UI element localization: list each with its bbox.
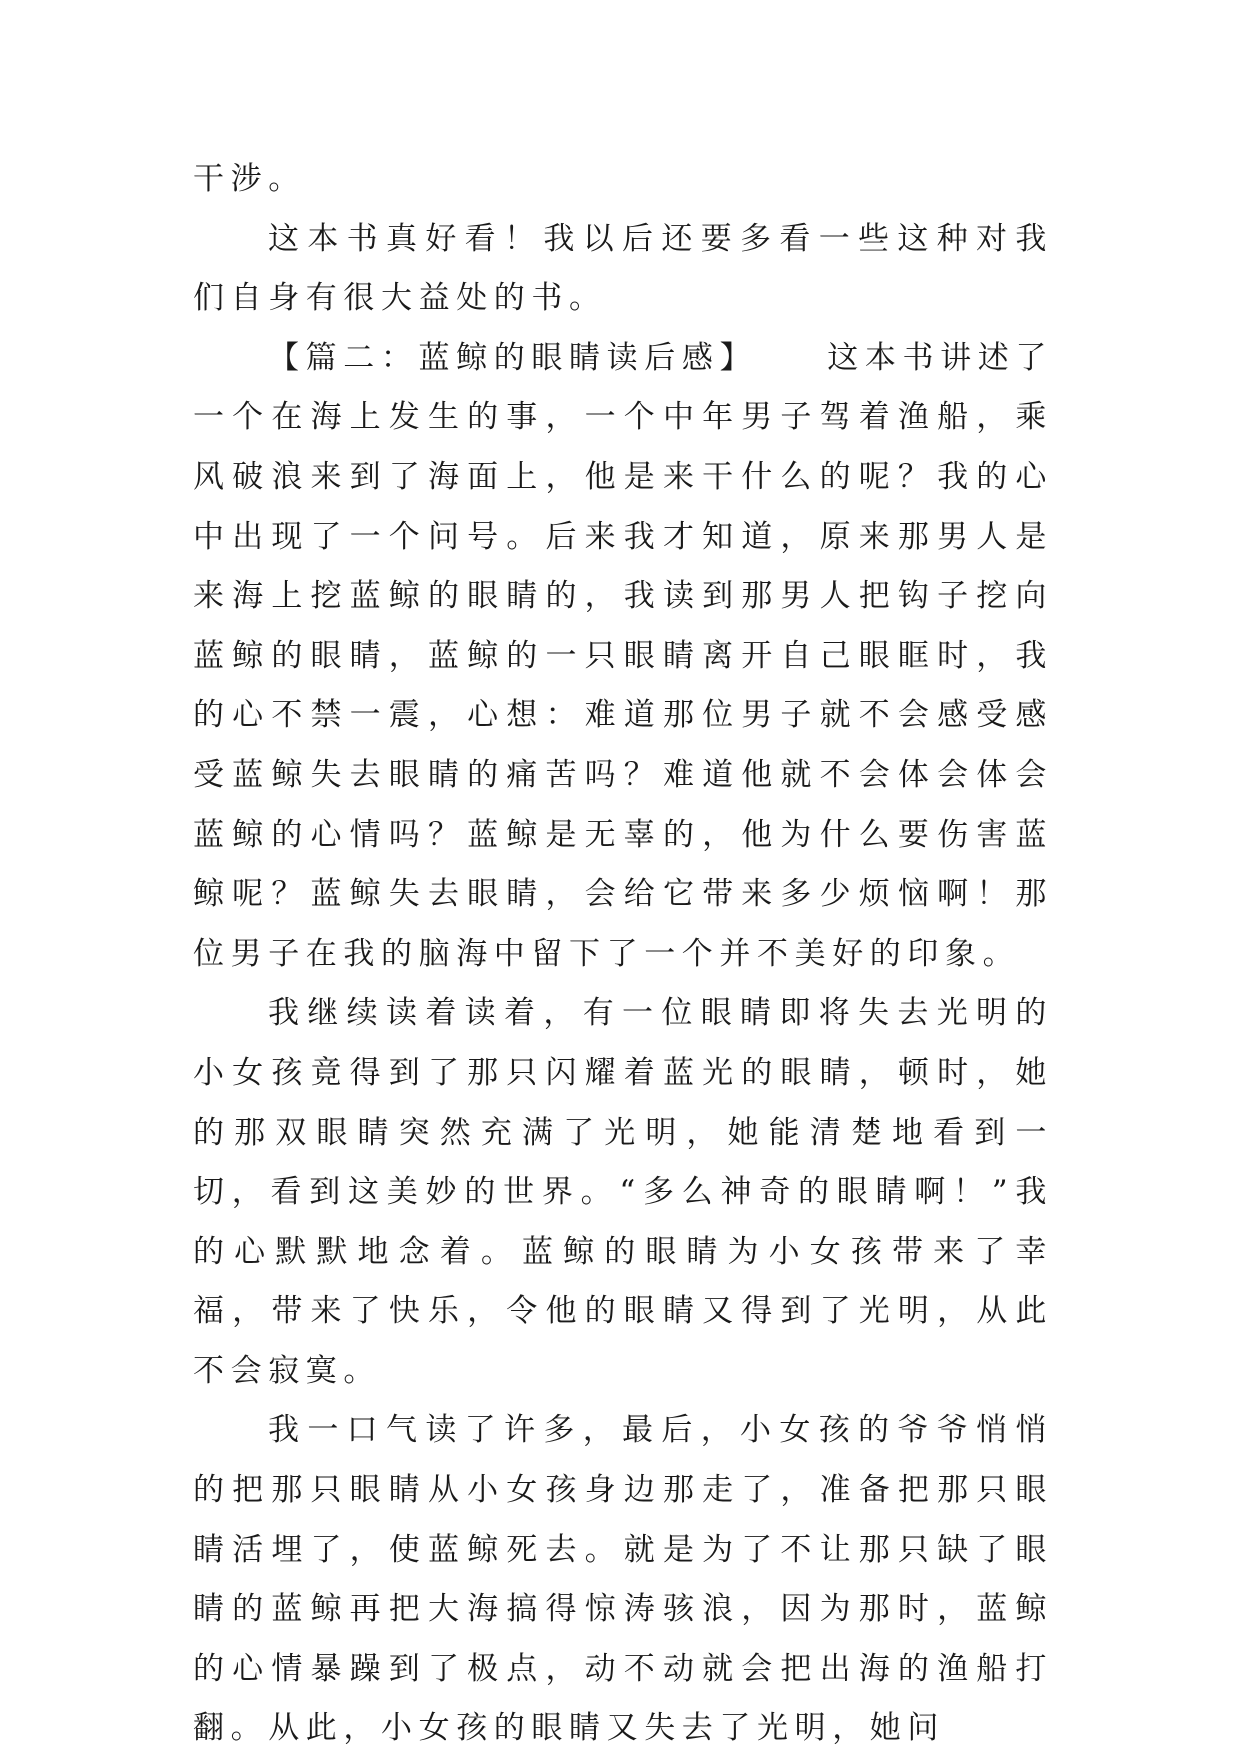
paragraph-text: 干涉。 xyxy=(193,161,306,197)
paragraph-4 xyxy=(193,1401,1053,1759)
paragraph-continuation xyxy=(193,150,1053,210)
paragraph-text: 我一口气读了许多，最后，小女孩的爷爷悄悄的把那只眼睛从小女孩身边那走了，准备把那只眼睛活埋了，使蓝鲸死去。就是为了不让那只缺了眼睛的蓝鲸再把大海搞得惊涛骇浪，因为那时，蓝鲸的心情暴躁到了极点，动不动就会把出海的渔船打翻。从此，小女孩的眼睛又失去了光明，她问 xyxy=(193,1412,1053,1747)
paragraph-2 xyxy=(193,329,1053,985)
paragraph-text: 我继续读着读着，有一位眼睛即将失去光明的小女孩竟得到了那只闪耀着蓝光的眼睛，顿时，她的那双眼睛突然充满了光明，她能清楚地看到一切，看到这美妙的世界。“多么神奇的眼睛啊！”我的心默默地念着。蓝鲸的眼睛为小女孩带来了幸福，带来了快乐，令他的眼睛又得到了光明，从此不会寂寞。 xyxy=(193,995,1053,1389)
body-text xyxy=(193,150,1053,1759)
paragraph-3 xyxy=(193,984,1053,1401)
paragraph-text: 这本书讲述了一个在海上发生的事，一个中年男子驾着渔船，乘风破浪来到了海面上，他是来干什么的呢？我的心中出现了一个问号。后来我才知道，原来那男人是来海上挖蓝鲸的眼睛的，我读到那男人把钩子挖向蓝鲸的眼睛，蓝鲸的一只眼睛离开自己眼眶时，我的心不禁一震，心想：难道那位男子就不会感受感受蓝鲸失去眼睛的痛苦吗？难道他就不会体会体会蓝鲸的心情吗？蓝鲸是无辜的，他为什么要伤害蓝鲸呢？蓝鲸失去眼睛，会给它带来多少烦恼啊！那位男子在我的脑海中留下了一个并不美好的印象。 xyxy=(193,339,1053,972)
paragraph-1 xyxy=(193,210,1053,329)
paragraph-text: 这本书真好看！我以后还要多看一些这种对我们自身有很大益处的书。 xyxy=(193,220,1053,317)
section-heading: 【篇二：蓝鲸的眼睛读后感】 xyxy=(268,339,758,376)
